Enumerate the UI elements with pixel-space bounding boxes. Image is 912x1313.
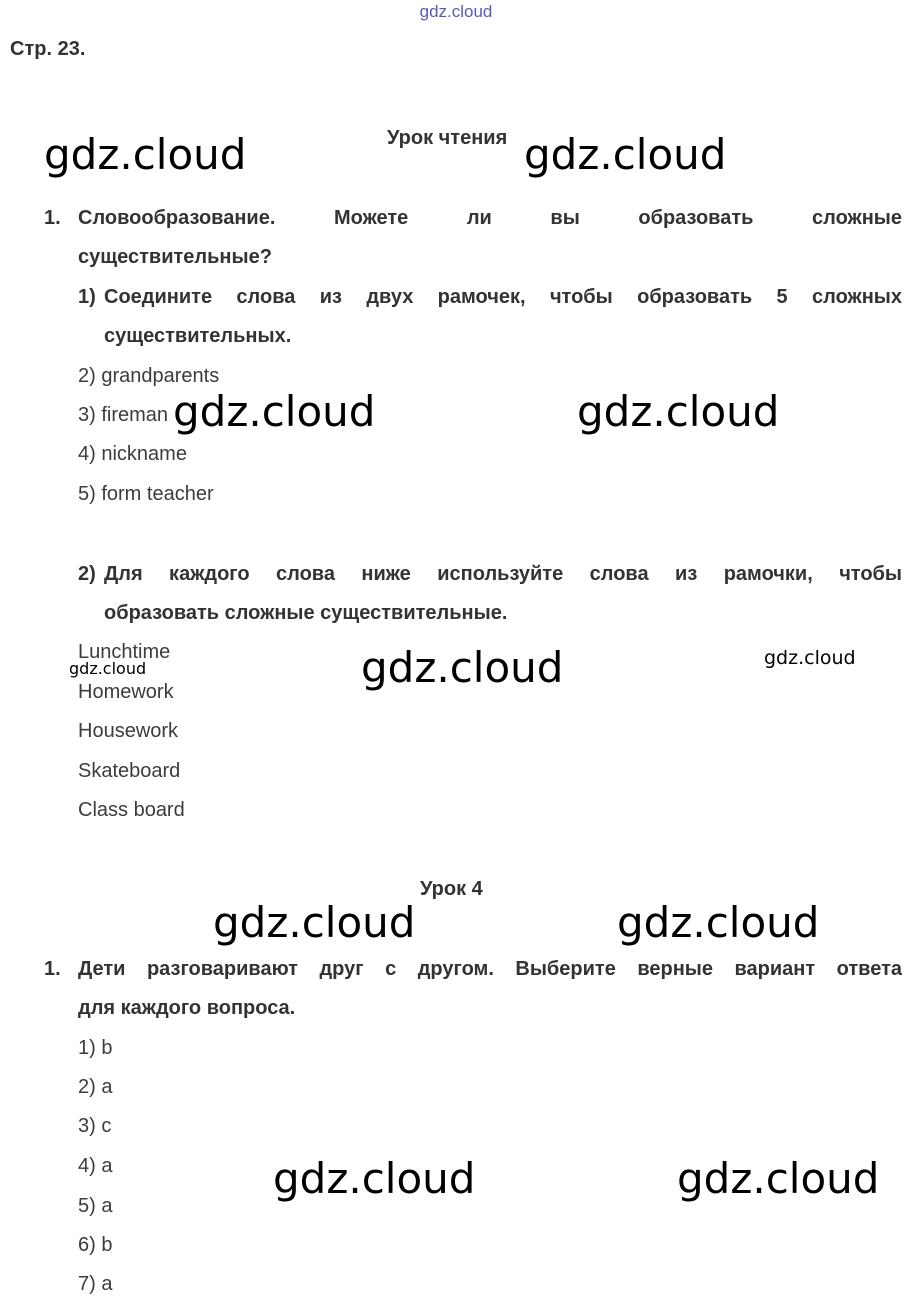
task-text-line: Словообразование. Можете ли вы образовать сложные	[78, 207, 902, 229]
task-text-line: Дети разговаривают друг с другом. Выберите верные вариант ответа	[78, 958, 902, 980]
answer-item: 1) b	[78, 1037, 113, 1059]
answer-item: 3) c	[78, 1115, 112, 1137]
answer-item: Homework	[78, 681, 174, 703]
page-number: Стр. 23.	[10, 38, 86, 60]
task-text-line: для каждого вопроса.	[78, 997, 296, 1019]
subtask-text-line: существительных.	[104, 325, 292, 347]
watermark: gdz.cloud	[69, 659, 147, 678]
watermark: gdz.cloud	[577, 387, 780, 436]
watermark: gdz.cloud	[524, 130, 727, 179]
watermark: gdz.cloud	[173, 387, 376, 436]
watermark: gdz.cloud	[617, 898, 820, 947]
answer-item: 4) a	[78, 1155, 113, 1177]
answer-item: 4) nickname	[78, 443, 187, 465]
task-text-line: существительные?	[78, 246, 272, 268]
watermark-top: gdz.cloud	[419, 2, 493, 21]
subtask-text-line: Соедините слова из двух рамочек, чтобы образовать 5 сложных	[104, 286, 902, 308]
subtask-label: 1)	[78, 286, 96, 308]
watermark: gdz.cloud	[361, 643, 564, 692]
task-number: 1.	[44, 207, 61, 229]
subtask-label: 2)	[78, 563, 96, 585]
section-title-reading: Урок чтения	[387, 127, 508, 149]
subtask-text-line: Для каждого слова ниже используйте слова из рамочки, чтобы	[104, 563, 902, 585]
task-number: 1.	[44, 958, 61, 980]
answer-item: 2) grandparents	[78, 365, 220, 387]
answer-item: 2) a	[78, 1076, 113, 1098]
subtask-text-line: образовать сложные существительные.	[104, 602, 508, 624]
answer-item: Housework	[78, 720, 179, 742]
answer-item: Skateboard	[78, 760, 181, 782]
answer-item: 3) fireman	[78, 404, 169, 426]
answer-item: 5) form teacher	[78, 483, 214, 505]
answer-item: Lunchtime	[78, 641, 171, 663]
answer-item: 7) a	[78, 1273, 113, 1295]
section-title-lesson4: Урок 4	[420, 878, 483, 900]
watermark: gdz.cloud	[273, 1154, 476, 1203]
answer-item: Class board	[78, 799, 185, 821]
answer-item: 5) a	[78, 1195, 113, 1217]
answer-item: 6) b	[78, 1234, 113, 1256]
watermark: gdz.cloud	[677, 1154, 880, 1203]
watermark: gdz.cloud	[213, 898, 416, 947]
watermark: gdz.cloud	[764, 647, 856, 669]
watermark: gdz.cloud	[44, 130, 247, 179]
